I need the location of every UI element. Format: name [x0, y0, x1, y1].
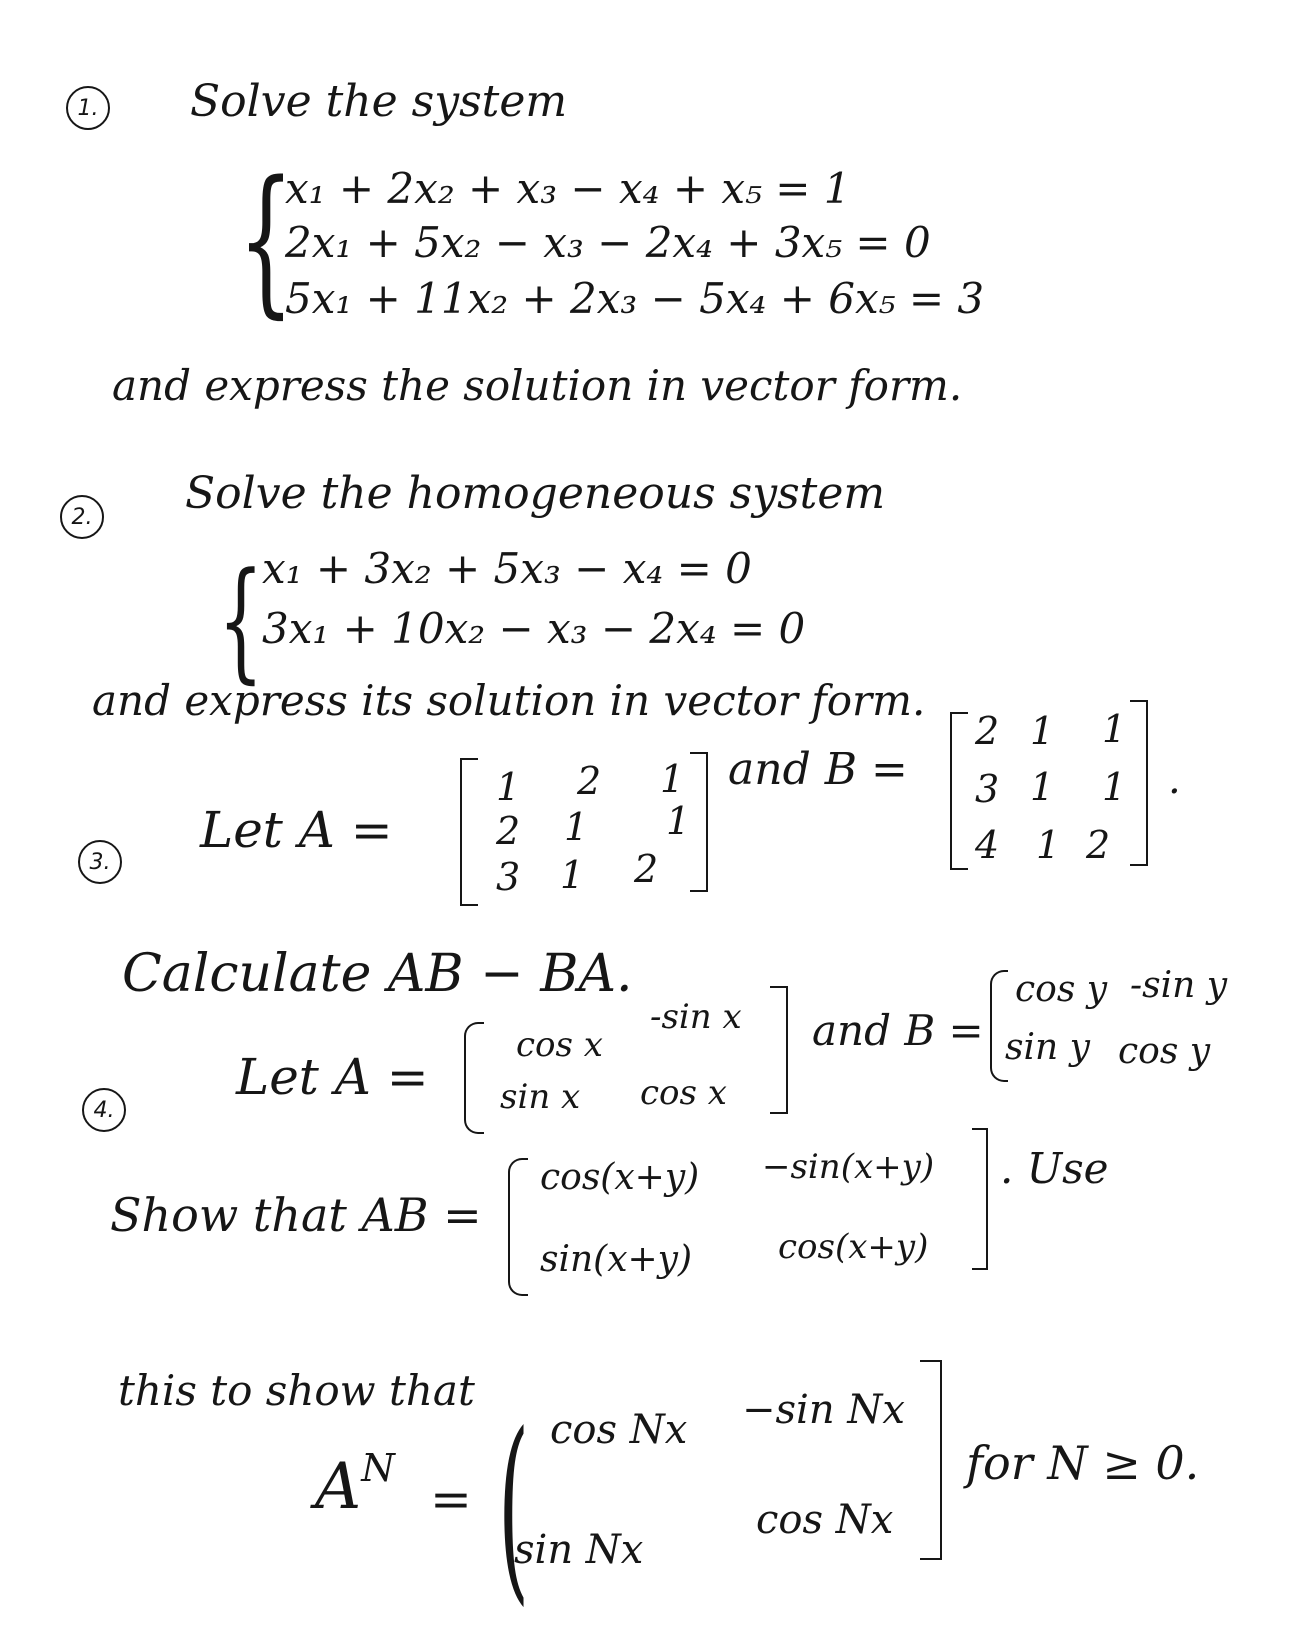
- matrix-a4-cell: cos x: [516, 1025, 603, 1065]
- problem-4-use: . Use: [1000, 1144, 1109, 1193]
- matrix-ab-cell: cos(x+y): [778, 1227, 929, 1267]
- problem-1-equation-1: x₁ + 2x₂ + x₃ − x₄ + x₅ = 1: [285, 164, 851, 213]
- problem-1-number-text: 1.: [77, 95, 99, 121]
- matrix-b-cell: 1: [1030, 709, 1055, 753]
- an-exponent: N: [361, 1446, 395, 1491]
- problem-4-an-label: [315, 1446, 395, 1524]
- matrix-a-cell: 3: [496, 855, 521, 899]
- matrix-an-cell: −sin Nx: [742, 1387, 905, 1433]
- matrix-an-cell: cos Nx: [756, 1497, 894, 1543]
- matrix-an-right-bracket: [920, 1360, 942, 1560]
- problem-3-number: [78, 840, 122, 884]
- an-base: A: [315, 1449, 362, 1524]
- matrix-b-cell: 4: [975, 823, 1000, 867]
- matrix-a-cell: 1: [564, 805, 589, 849]
- problem-1-brace: {: [238, 146, 294, 333]
- matrix-an-cell: sin Nx: [514, 1527, 644, 1573]
- matrix-ab-cell: cos(x+y): [540, 1157, 700, 1198]
- problem-4-number: [82, 1088, 126, 1132]
- matrix-b4-cell: cos y: [1015, 969, 1108, 1010]
- problem-4-let-a: Let A =: [236, 1048, 429, 1106]
- problem-4-and-b: and B =: [812, 1006, 984, 1055]
- problem-4-this-line: this to show that: [118, 1366, 475, 1415]
- matrix-a-cell: 2: [496, 809, 521, 853]
- matrix-b-cell: 3: [975, 767, 1000, 811]
- matrix-an-left-paren: (: [498, 1391, 530, 1624]
- matrix-a4-right-bracket: [770, 986, 788, 1114]
- matrix-b-cell: 1: [1102, 765, 1127, 809]
- matrix-b4-cell: sin y: [1005, 1027, 1090, 1068]
- matrix-b4-cell: cos y: [1118, 1031, 1211, 1072]
- problem-4-number-text: 4.: [93, 1097, 115, 1123]
- matrix-b-right-bracket: [1130, 700, 1148, 866]
- problem-3-task: Calculate AB − BA.: [122, 944, 633, 1004]
- matrix-ab-right-bracket: [972, 1128, 988, 1270]
- problem-1-number: [66, 86, 110, 130]
- matrix-a-cell: 1: [660, 757, 685, 801]
- problem-3-period: .: [1168, 757, 1181, 803]
- problem-3-number-text: 3.: [89, 849, 111, 875]
- problem-3-and-b: and B =: [728, 744, 908, 795]
- matrix-a4-cell: -sin x: [650, 997, 742, 1037]
- matrix-a-left-bracket: [460, 758, 478, 906]
- problem-4-show: Show that AB =: [110, 1188, 482, 1242]
- problem-2-closing: and express its solution in vector form.: [92, 676, 926, 725]
- problem-2-number: [60, 495, 104, 539]
- matrix-b-cell: 2: [975, 709, 1000, 753]
- matrix-ab-left-bracket: [508, 1158, 528, 1296]
- matrix-b-cell: 1: [1030, 765, 1055, 809]
- problem-3-let-a: Let A =: [200, 801, 393, 859]
- matrix-an-cell: cos Nx: [550, 1407, 688, 1453]
- problem-2-prompt: Solve the homogeneous system: [185, 468, 886, 519]
- problem-1-equation-3: 5x₁ + 11x₂ + 2x₃ − 5x₄ + 6x₅ = 3: [285, 274, 985, 323]
- matrix-a-cell: 1: [496, 765, 521, 809]
- matrix-a-cell: 2: [577, 759, 602, 803]
- matrix-ab-cell: −sin(x+y): [762, 1147, 935, 1187]
- matrix-b-cell: 1: [1036, 823, 1061, 867]
- problem-2-equation-2: 3x₁ + 10x₂ − x₃ − 2x₄ = 0: [262, 604, 806, 653]
- problem-1-closing: and express the solution in vector form.: [112, 361, 963, 410]
- matrix-b-cell: 2: [1086, 823, 1111, 867]
- problem-1-prompt: Solve the system: [190, 76, 568, 127]
- matrix-a4-left-bracket: [464, 1022, 484, 1134]
- matrix-ab-cell: sin(x+y): [540, 1239, 693, 1280]
- problem-2-brace: {: [218, 544, 264, 696]
- problem-4-an-equals: =: [430, 1470, 472, 1528]
- matrix-a-cell: 1: [666, 799, 691, 843]
- matrix-b-left-bracket: [950, 712, 968, 870]
- problem-2-number-text: 2.: [71, 504, 93, 530]
- problem-4-for-n: for N ≥ 0.: [966, 1436, 1200, 1490]
- matrix-a-cell: 2: [634, 847, 659, 891]
- problem-1-equation-2: 2x₁ + 5x₂ − x₃ − 2x₄ + 3x₅ = 0: [285, 218, 931, 267]
- matrix-b4-cell: -sin y: [1130, 965, 1228, 1006]
- problem-2-equation-1: x₁ + 3x₂ + 5x₃ − x₄ = 0: [262, 544, 752, 593]
- matrix-b-cell: 1: [1102, 707, 1127, 751]
- matrix-a-right-bracket: [690, 752, 708, 892]
- matrix-a4-cell: sin x: [500, 1077, 581, 1117]
- matrix-a4-cell: cos x: [640, 1073, 727, 1113]
- matrix-a-cell: 1: [560, 853, 585, 897]
